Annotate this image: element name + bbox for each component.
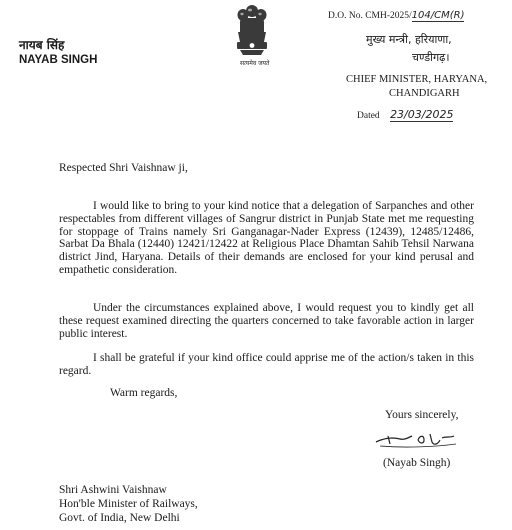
office-city-hindi: चण्डीगढ़।	[412, 51, 450, 64]
emblem-motto: सत्यमेव जयते	[240, 60, 270, 67]
sender-name-english: NAYAB SINGH	[19, 54, 98, 66]
paragraph-1-text: I would like to bring to your kind notice that a delegation of Sarpanches and other respectables from different villages of Sangrur district in Punjab State met me requesting for stoppage of Trains namely Sri Ganganagar-Nader Express (12439), 12485/12486, Sarbat Da Bhala (12440) 12421/12422 at Religious Place Dhamtan Sahib Tehsil Narwana district Jind, Haryana. Details of their demands are enclosed for your kind perusal and empathetic consideration.	[59, 200, 474, 276]
paragraph-2	[59, 302, 474, 340]
paragraph-3-text: I shall be grateful if your kind office could apprise me of the action/s taken in this regard.	[59, 352, 474, 377]
salutation: Respected Shri Vaishnaw ji,	[59, 162, 188, 174]
reference-number	[328, 10, 464, 21]
office-city-english: CHANDIGARH	[389, 88, 460, 99]
office-title-hindi: मुख्य मन्त्री, हरियाणा,	[366, 33, 452, 46]
sender-name-hindi: नायब सिंह	[19, 38, 65, 52]
paragraph-1	[59, 200, 474, 277]
recipient-line-2: Hon'ble Minister of Railways,	[59, 498, 198, 510]
date-value: 23/03/2025	[390, 108, 454, 121]
signer-name: (Nayab Singh)	[383, 457, 451, 469]
reference-value: 104/CM(R)	[411, 10, 465, 21]
signature-icon	[374, 426, 460, 452]
date-label: Dated	[357, 111, 380, 121]
closing: Warm regards,	[110, 387, 178, 399]
paragraph-3	[59, 352, 474, 378]
letter-date	[357, 108, 453, 121]
office-title-english: CHIEF MINISTER, HARYANA,	[346, 74, 488, 85]
paragraph-2-text: Under the circumstances explained above, I would request you to kindly get all these request examined directing the quarters concerned to take favorable action in larger public interest.	[59, 302, 474, 340]
national-emblem-icon	[230, 2, 274, 66]
reference-label: D.O. No. CMH-2025/	[328, 11, 412, 21]
sign-off: Yours sincerely,	[385, 409, 459, 421]
recipient-line-1: Shri Ashwini Vaishnaw	[59, 484, 167, 496]
recipient-line-3: Govt. of India, New Delhi	[59, 512, 180, 524]
